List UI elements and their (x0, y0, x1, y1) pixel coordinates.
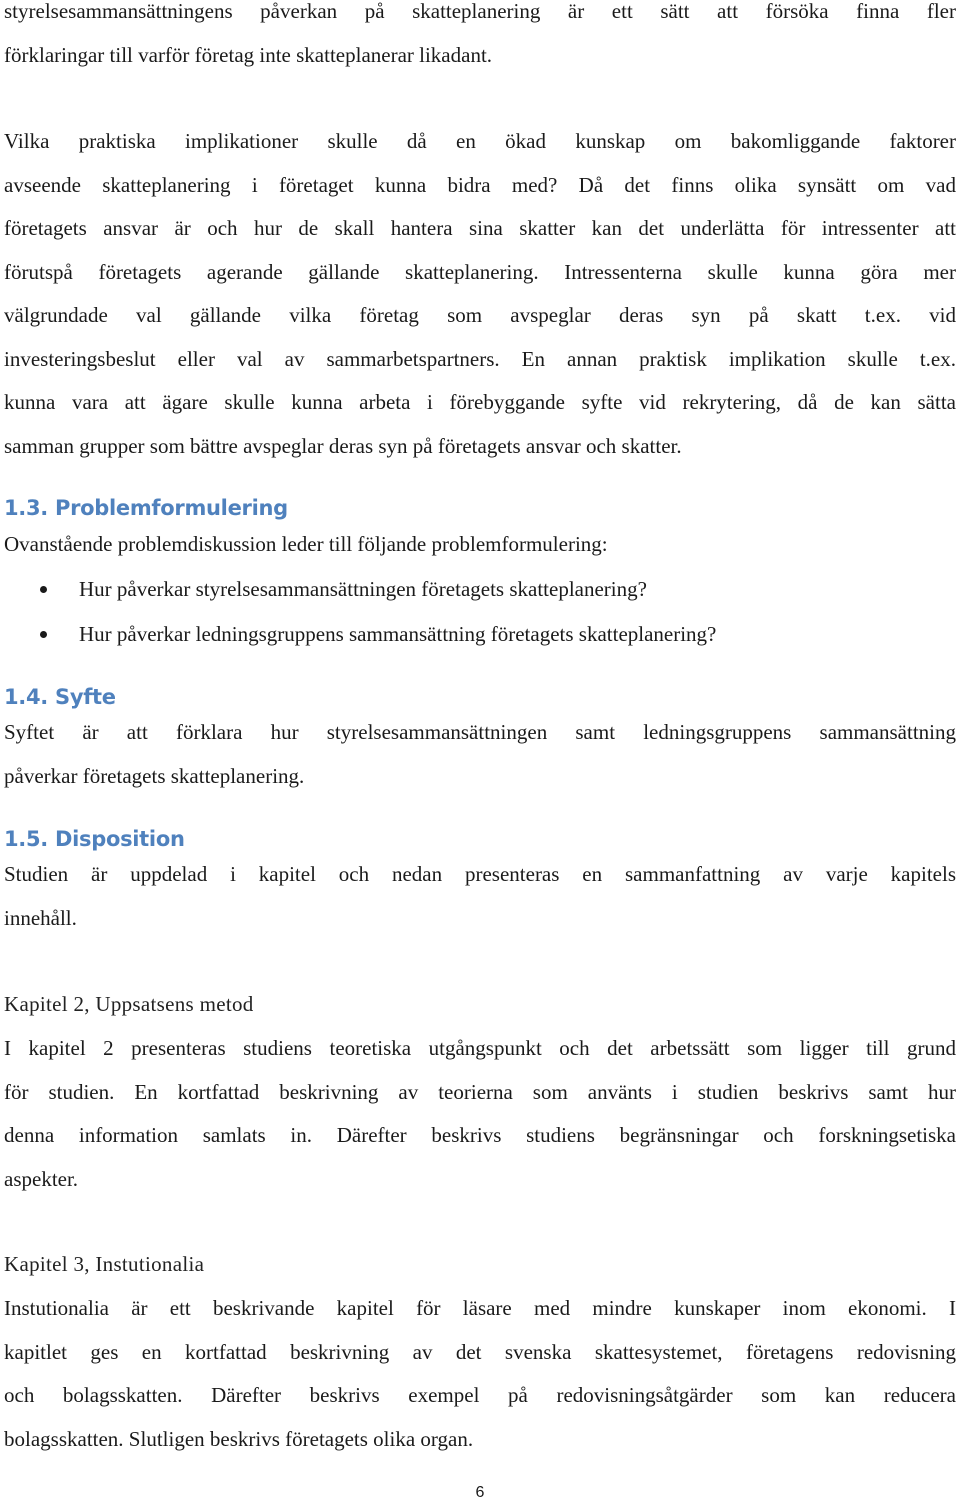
text-line: och bolagsskatten. Därefter beskrivs exempel på redovisningsåtgärder som kan reducera (4, 1383, 956, 1407)
section-heading-problemformulering: 1.3. Problemformulering (4, 496, 288, 520)
text-line: Studien är uppdelad i kapitel och nedan presenteras en sammanfattning av varje kapitels (4, 862, 956, 886)
problem-intro (4, 523, 956, 567)
paragraph-implications (4, 120, 956, 468)
text-line: investeringsbeslut eller val av sammarbetspartners. En annan praktisk implikation skulle t.ex. (4, 346, 956, 371)
text-line: välgrundade val gällande vilka företag som avspeglar deras syn på skatt t.ex. vid (4, 303, 956, 327)
text-line: innehåll. (4, 905, 77, 930)
text-line: kapitlet ges en kortfattad beskrivning av det svenska skattesystemet, företagens redovisning (4, 1339, 956, 1364)
paragraph-disposition (4, 853, 956, 940)
text-line: avseende skatteplanering i företaget kunna bidra med? Då det finns olika synsätt om vad (4, 172, 956, 197)
chapter-2-title: Kapitel 2, Uppsatsens metod (4, 992, 254, 1016)
section-heading-syfte: 1.4. Syfte (4, 685, 116, 709)
text-line: denna information samlats in. Därefter beskrivs studiens begränsningar och forskningsetiska (4, 1123, 956, 1147)
text-line: förklaringar till varför företag inte skatteplanerar likadant. (4, 42, 493, 67)
text-line: samman grupper som bättre avspeglar deras syn på företagets ansvar och skatter. (4, 433, 682, 458)
bullet-icon (40, 631, 47, 638)
text-line: aspekter. (4, 1166, 79, 1191)
text-line: Ovanstående problemdiskussion leder till följande problemformulering: (4, 532, 608, 556)
text-line: Instutionalia är ett beskrivande kapitel för läsare med mindre kunskaper inom ekonomi. I (4, 1296, 956, 1320)
paragraph-continuation (4, 0, 956, 77)
text-line: I kapitel 2 presenteras studiens teoretiska utgångspunkt och det arbetssätt som ligger till grund (4, 1036, 956, 1060)
text-line: företagets ansvar är och hur de skall hantera sina skatter kan det underlätta för intressenter att (4, 216, 956, 240)
list-item-text: Hur påverkar styrelsesammansättningen företagets skatteplanering? (79, 577, 647, 601)
text-line: Vilka praktiska implikationer skulle då en ökad kunskap om bakomliggande faktorer (4, 129, 956, 153)
paragraph-chapter-3 (4, 1287, 956, 1461)
chapter-3-title: Kapitel 3, Instutionalia (4, 1252, 205, 1276)
paragraph-chapter-2 (4, 1027, 956, 1201)
text-line: förutspå företagets agerande gällande skatteplanering. Intressenterna skulle kunna göra mer (4, 259, 956, 284)
text-line: för studien. En kortfattad beskrivning av teorierna som använts i studien beskrivs samt hur (4, 1079, 956, 1104)
section-heading-disposition: 1.5. Disposition (4, 827, 185, 851)
text-line: kunna vara att ägare skulle kunna arbeta i förebyggande syfte vid rekrytering, då de kan sätta (4, 390, 956, 414)
list-item-text: Hur påverkar ledningsgruppens sammansättning företagets skatteplanering? (79, 622, 717, 646)
paragraph-syfte (4, 711, 956, 798)
bullet-icon (40, 586, 47, 593)
text-line: styrelsesammansättningens påverkan på skatteplanering är ett sätt att försöka finna fler (4, 0, 956, 23)
text-line: påverkar företagets skatteplanering. (4, 763, 305, 788)
page-number: 6 (475, 1484, 485, 1501)
text-line: Syftet är att förklara hur styrelsesammansättningen samt ledningsgruppens sammansättning (4, 720, 956, 744)
text-line: bolagsskatten. Slutligen beskrivs företagets olika organ. (4, 1426, 474, 1451)
